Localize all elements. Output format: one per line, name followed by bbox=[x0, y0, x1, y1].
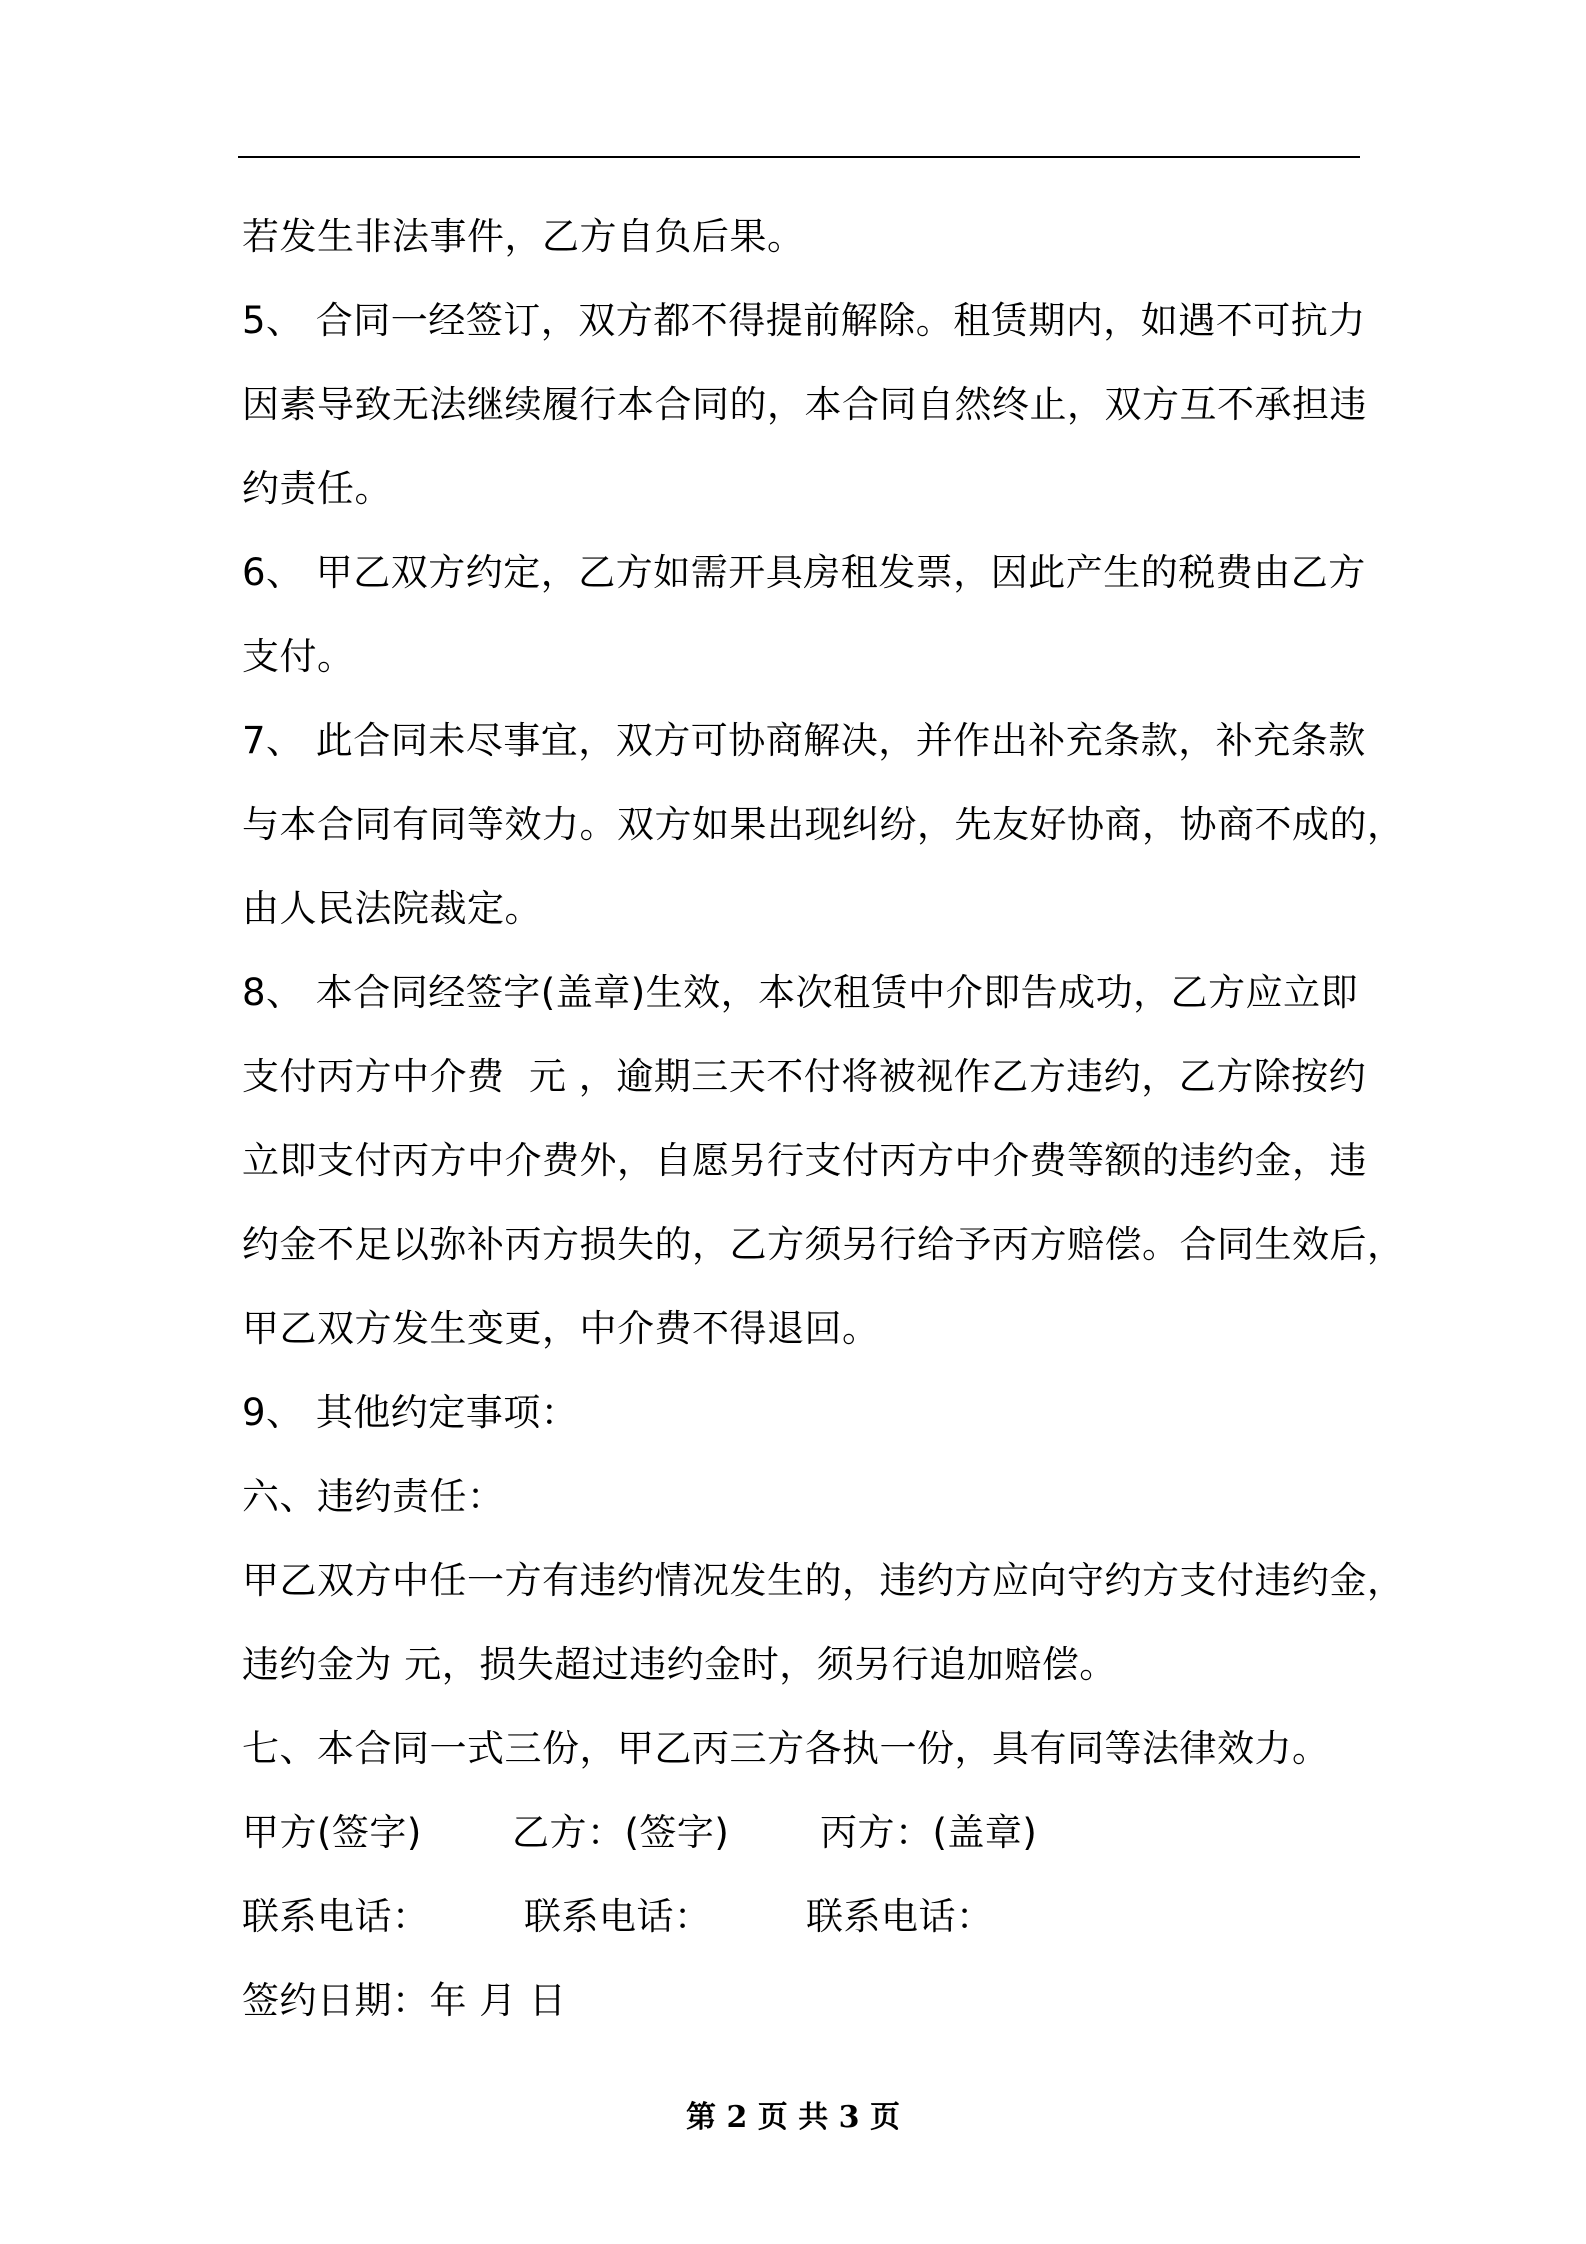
party-c-seal-label: 丙方：(盖章) bbox=[820, 1811, 1038, 1854]
section-heading-copies: 七、本合同一式三份，甲乙丙三方各执一份，具有同等法律效力。 bbox=[242, 1727, 1330, 1770]
clause-line: 由人民法院裁定。 bbox=[242, 887, 542, 930]
signing-date-label: 签约日期：年 月 日 bbox=[242, 1979, 567, 2022]
clause-line: 支付。 bbox=[242, 635, 355, 678]
signature-row bbox=[242, 1791, 1392, 1875]
clause-line: 因素导致无法继续履行本合同的，本合同自然终止，双方互不承担违 bbox=[242, 383, 1367, 426]
party-a-phone-label: 联系电话： bbox=[242, 1895, 430, 1938]
clause-line: 约金不足以弥补丙方损失的，乙方须另行给予丙方赔偿。合同生效后， bbox=[242, 1223, 1405, 1266]
clause-line: 立即支付丙方中介费外，自愿另行支付丙方中介费等额的违约金，违 bbox=[242, 1139, 1367, 1182]
party-a-signature-label: 甲方(签字) bbox=[242, 1811, 422, 1854]
clause-line: 约责任。 bbox=[242, 467, 392, 510]
clause-line: 与本合同有同等效力。双方如果出现纠纷，先友好协商，协商不成的， bbox=[242, 803, 1405, 846]
clause-line: 8、 本合同经签字(盖章)生效，本次租赁中介即告成功，乙方应立即 bbox=[242, 971, 1359, 1014]
clause-line: 若发生非法事件，乙方自负后果。 bbox=[242, 215, 805, 258]
party-b-phone-label: 联系电话： bbox=[524, 1895, 712, 1938]
party-c-phone-label: 联系电话： bbox=[806, 1895, 994, 1938]
clause-line: 违约金为 元，损失超过违约金时，须另行追加赔偿。 bbox=[242, 1643, 1117, 1686]
contract-body bbox=[242, 195, 1405, 2043]
clause-line: 6、 甲乙双方约定，乙方如需开具房租发票，因此产生的税费由乙方 bbox=[242, 551, 1366, 594]
clause-line: 支付丙方中介费 元 ，逾期三天不付将被视作乙方违约，乙方除按约 bbox=[242, 1055, 1367, 1098]
party-b-signature-label: 乙方：(签字) bbox=[512, 1811, 730, 1854]
clause-line: 7、 此合同未尽事宜，双方可协商解决，并作出补充条款，补充条款 bbox=[242, 719, 1366, 762]
page-number: 第 2 页 共 3 页 bbox=[686, 2100, 900, 2135]
clause-line: 甲乙双方发生变更，中介费不得退回。 bbox=[242, 1307, 880, 1350]
section-heading-breach: 六、违约责任： bbox=[242, 1475, 505, 1518]
header-rule bbox=[238, 156, 1360, 158]
clause-line: 9、 其他约定事项： bbox=[242, 1391, 579, 1434]
phone-row bbox=[242, 1875, 1392, 1959]
clause-line: 5、 合同一经签订，双方都不得提前解除。租赁期内，如遇不可抗力 bbox=[242, 299, 1366, 342]
clause-line: 甲乙双方中任一方有违约情况发生的，违约方应向守约方支付违约金， bbox=[242, 1559, 1405, 1602]
